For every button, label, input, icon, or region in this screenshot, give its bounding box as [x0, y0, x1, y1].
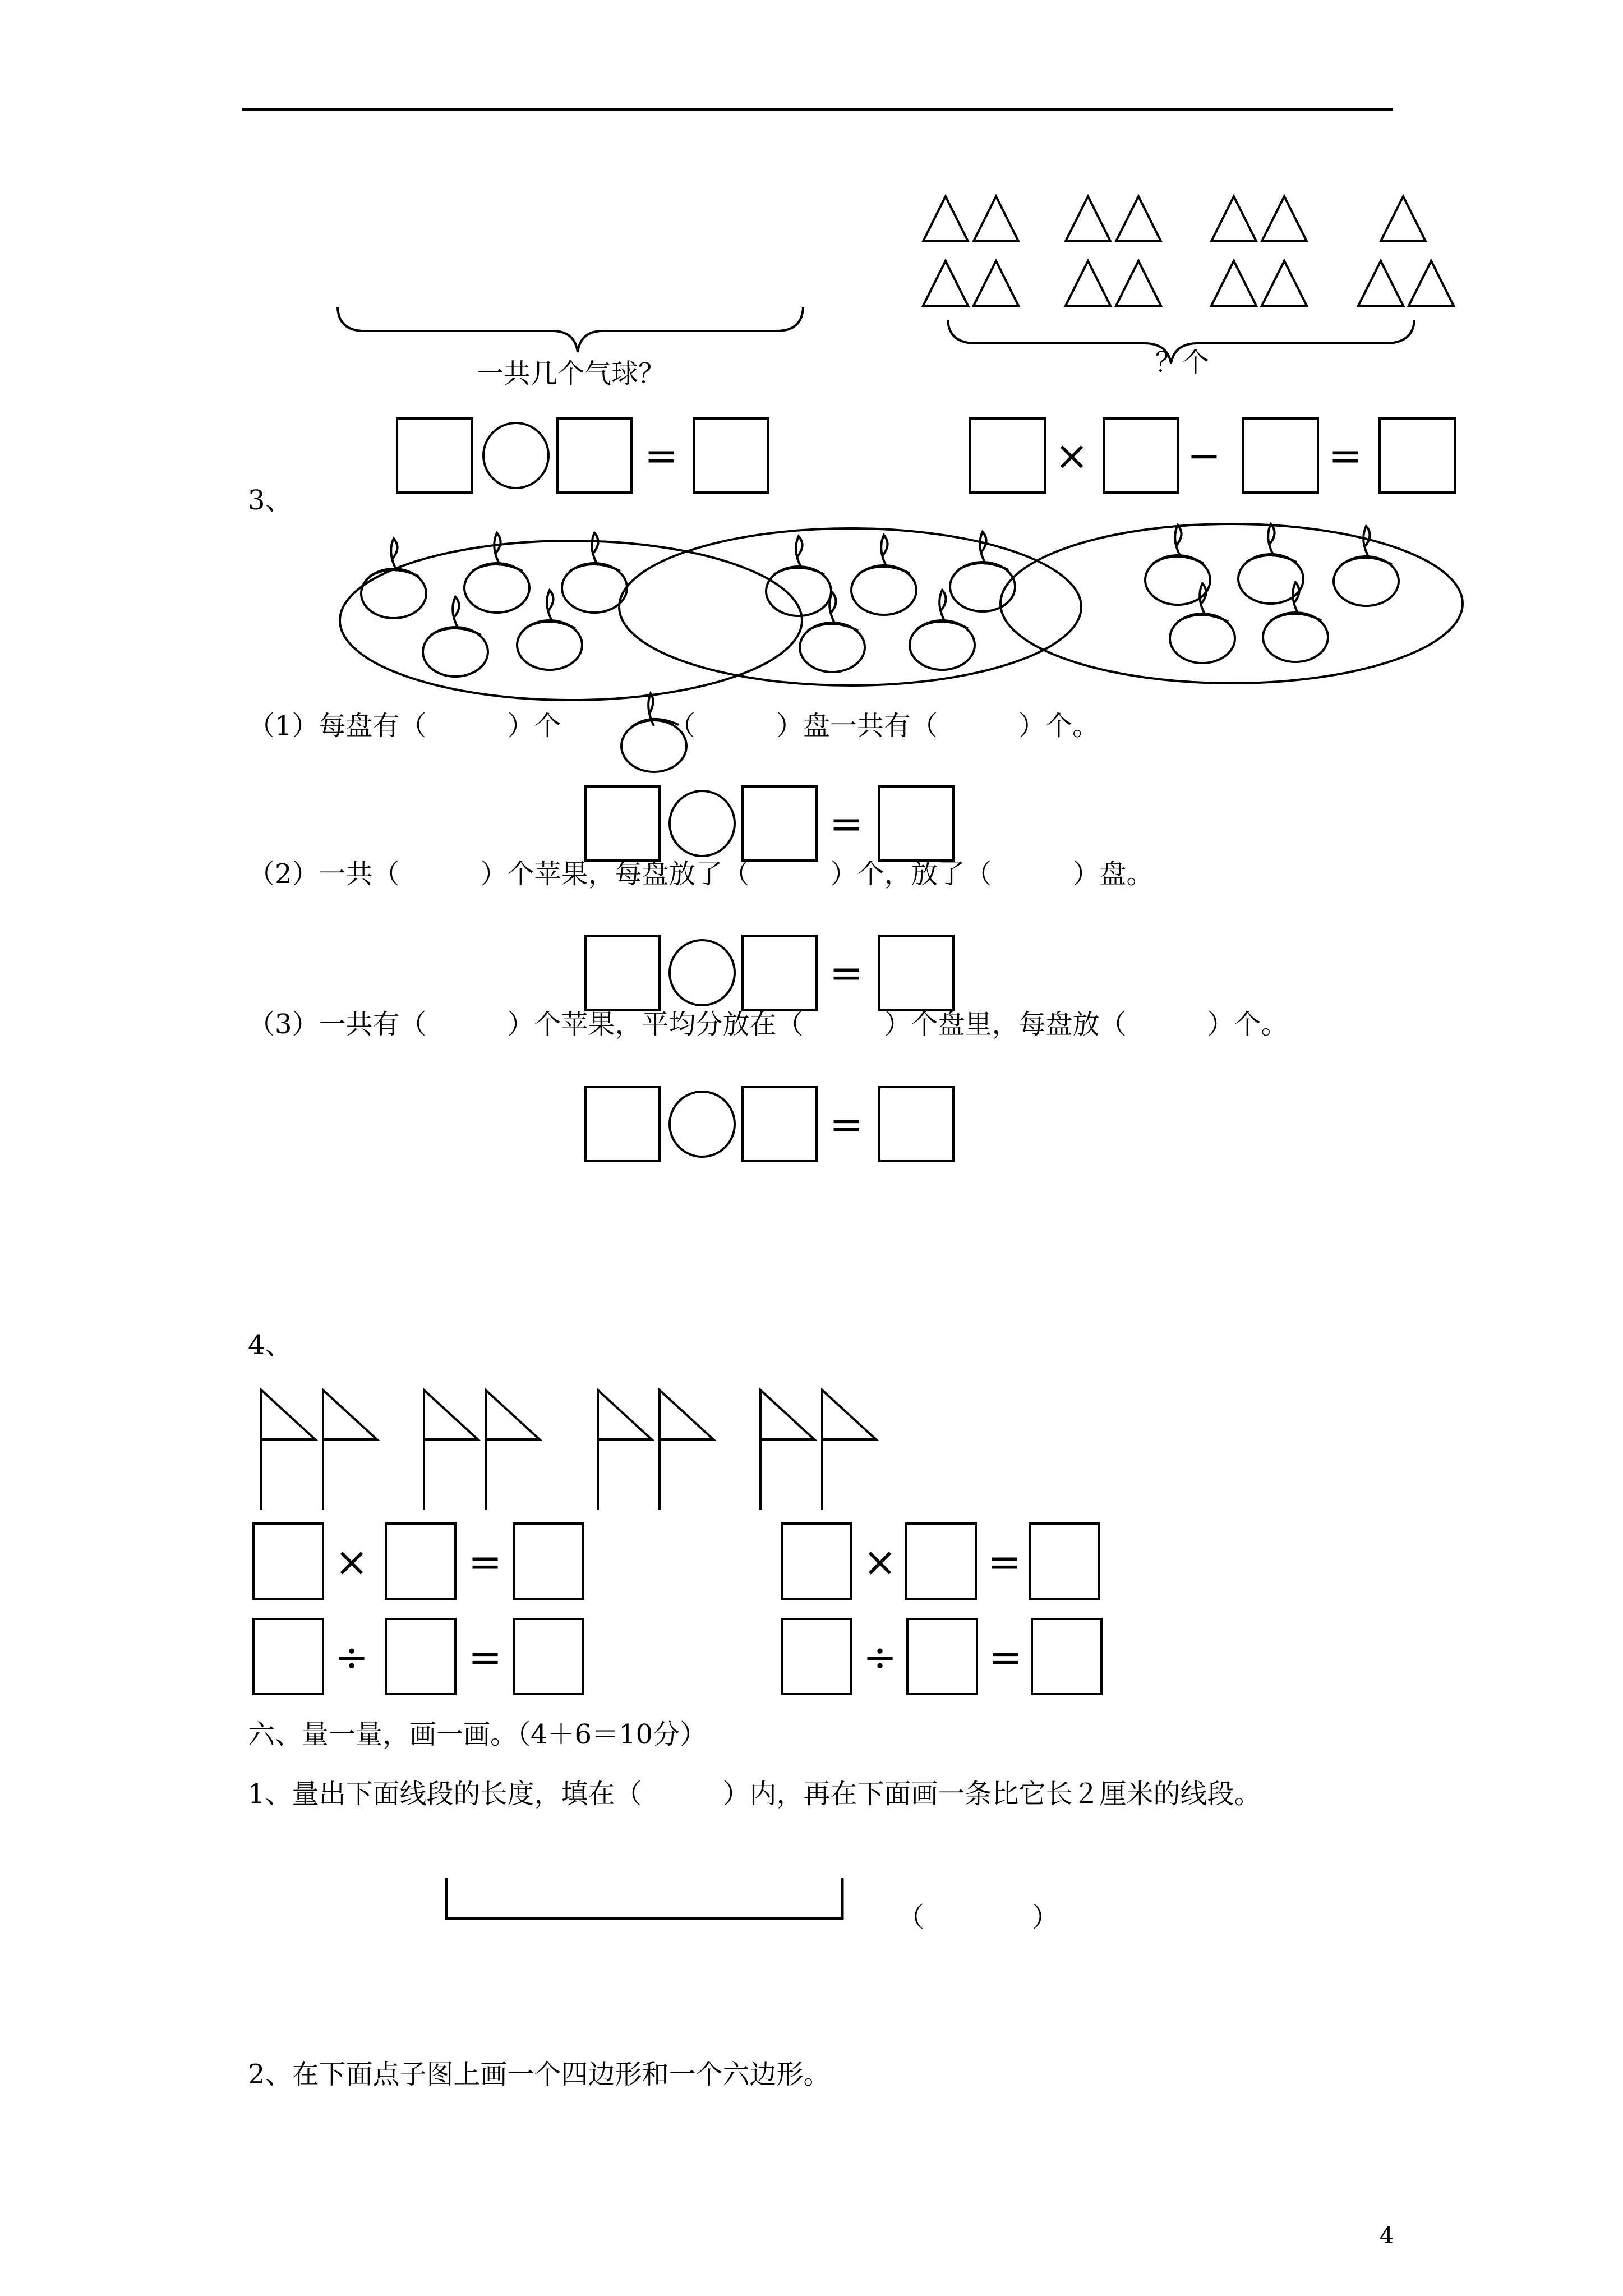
equals-sign: =	[829, 800, 864, 847]
equals-sign: =	[468, 1538, 502, 1585]
equals-sign: =	[987, 1538, 1022, 1585]
left-caption: 一共几个气球？	[477, 358, 666, 389]
page-number: 4	[1380, 2223, 1394, 2249]
times-sign: ×	[863, 1538, 897, 1585]
question-number: 3、	[248, 485, 292, 516]
sub-question-2: （2）一共（ ）个苹果，每盘放了（ ）个，放了（ ）盘。	[248, 858, 1154, 890]
question-number: 4、	[248, 1329, 292, 1361]
equals-sign: =	[468, 1634, 502, 1681]
equals-sign: =	[644, 432, 679, 479]
equals-sign: =	[829, 949, 864, 996]
item-2-text: 2、在下面点子图上画一个四边形和一个六边形。	[248, 2059, 831, 2090]
times-sign: ×	[1054, 432, 1089, 479]
item-1-text: 1、量出下面线段的长度，填在（ ）内，再在下面画一条比它长２厘米的线段。	[248, 1778, 1261, 1810]
right-caption: ？个	[1155, 347, 1210, 378]
equals-sign: =	[988, 1634, 1023, 1681]
times-sign: ×	[334, 1538, 369, 1585]
divide-sign: ÷	[863, 1634, 897, 1681]
minus-sign: −	[1187, 432, 1221, 479]
divide-sign: ÷	[334, 1634, 369, 1681]
sub-question-1b: （ ）盘一共有（ ）个。	[668, 710, 1100, 742]
length-answer[interactable]: （ ）	[897, 1902, 1059, 1933]
sub-question-3: （3）一共有（ ）个苹果，平均分放在（ ）个盘里，每盘放（ ）个。	[248, 1009, 1288, 1040]
section-heading: 六、量一量，画一画。（4＋6＝10分）	[248, 1719, 707, 1750]
sub-question-1a: （1）每盘有（ ）个	[248, 710, 561, 742]
equals-sign: =	[829, 1101, 864, 1148]
equals-sign: =	[1328, 432, 1363, 479]
